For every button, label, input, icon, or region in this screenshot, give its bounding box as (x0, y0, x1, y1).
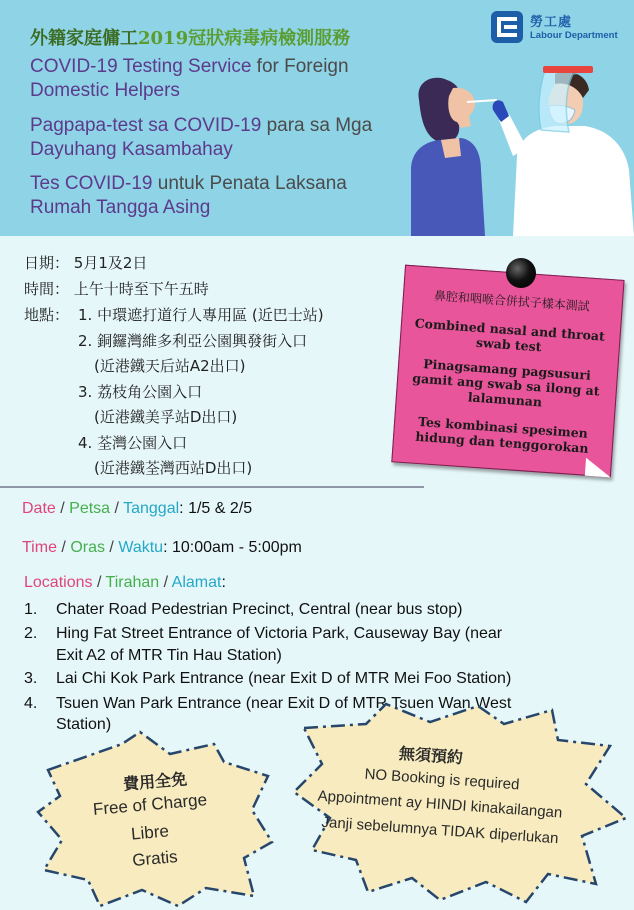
date-row-chinese: 日期： 5月1及2日 (24, 254, 148, 272)
location-2-text: Hing Fat Street Entrance of Victoria Park, Causeway Bay (near (56, 625, 503, 642)
title-indonesian-line2: Rumah Tangga Asing (30, 197, 211, 218)
note-tagalog-text: Pinagsamang pagsusuri gamit ang swab sa ilong at lalamunan (411, 356, 601, 410)
title-tagalog-line2: Dayuhang Kasambahay (30, 139, 233, 160)
time-row: Time / Oras / Waktu: 10:00am - 5:00pm (22, 539, 302, 556)
logo-english-name: Labour Department (530, 30, 618, 41)
note-indonesian-text: Tes kombinasi spesimen hidung dan tenggorokan (414, 413, 590, 456)
free-charge-indonesian: Gratis (131, 847, 179, 870)
location-2-text-cont: Exit A2 of MTR Tin Hau Station) (56, 647, 282, 664)
location-1-text: Chater Road Pedestrian Precinct, Central (near bus stop) (56, 601, 463, 618)
title-english-line1: COVID-19 Testing Service for Foreign (30, 56, 349, 77)
free-charge-tagalog: Libre (130, 821, 170, 844)
location-label-chinese: 地點： (24, 306, 70, 324)
title-english-line2: Domestic Helpers (30, 80, 180, 101)
location-4-number: 4. (24, 695, 38, 712)
swab-test-note-card (391, 265, 622, 476)
note-english-text: Combined nasal and throat swab test (414, 315, 606, 355)
cn-location-4: 4. 荃灣公園入口 (78, 434, 188, 452)
location-1-number: 1. (24, 601, 38, 618)
pushpin-icon (506, 258, 536, 288)
location-4-text-cont: Station) (56, 716, 112, 733)
cn-location-2: 2. 銅鑼灣維多利亞公園興發街入口 (78, 332, 308, 350)
labour-department-emblem-icon (490, 10, 524, 44)
title-tagalog-line1: Pagpapa-test sa COVID-19 para sa Mga (30, 115, 373, 136)
title-chinese: 外籍家庭傭工2019冠狀病毒病檢測服務 (30, 28, 351, 49)
free-charge-chinese: 費用全免 (122, 769, 188, 794)
note-chinese-text: 鼻腔和咽喉合併拭子樣本測試 (433, 288, 591, 314)
cn-location-4-note: (近港鐵荃灣西站D出口) (94, 459, 253, 477)
title-indonesian-line1: Tes COVID-19 untuk Penata Laksana (30, 173, 347, 194)
logo-chinese-name: 勞工處 (530, 15, 573, 30)
no-booking-tagalog: Appointment ay HINDI kinakailangan (317, 787, 563, 822)
location-3-number: 3. (24, 670, 38, 687)
no-booking-english: NO Booking is required (364, 765, 520, 794)
face-shield (539, 66, 591, 132)
section-divider (0, 486, 424, 488)
free-charge-english: Free of Charge (92, 790, 208, 819)
cn-location-1: 1. 中環遮打道行人專用區 (近巴士站) (78, 306, 324, 324)
location-2-number: 2. (24, 625, 38, 642)
time-row-chinese: 時間： 上午十時至下午五時 (24, 280, 209, 298)
header-banner (0, 0, 634, 236)
cn-location-3: 3. 荔枝角公園入口 (78, 383, 203, 401)
cn-location-2-note: (近港鐵天后站A2出口) (94, 357, 246, 375)
no-booking-chinese: 無須預約 (398, 743, 464, 768)
time-value: 10:00am - 5:00pm (171, 539, 302, 556)
cn-location-3-note: (近港鐵美孚站D出口) (94, 408, 238, 426)
swab-test-illustration (405, 60, 634, 236)
worker-gown (513, 126, 634, 236)
location-3-text: Lai Chi Kok Park Entrance (near Exit D of MTR Mei Foo Station) (56, 670, 512, 687)
date-value: 1/5 & 2/5 (188, 500, 253, 517)
no-booking-indonesian: Janji sebelumnya TIDAK diperlukan (321, 813, 559, 848)
labour-department-logo (490, 10, 626, 46)
date-row: Date / Petsa / Tanggal: 1/5 & 2/5 (22, 500, 253, 517)
note-page-curl (585, 458, 612, 478)
location-4-text: Tsuen Wan Park Entrance (near Exit D of MTR Tsuen Wan West (56, 695, 512, 712)
locations-heading: Locations / Tirahan / Alamat: (24, 574, 226, 591)
